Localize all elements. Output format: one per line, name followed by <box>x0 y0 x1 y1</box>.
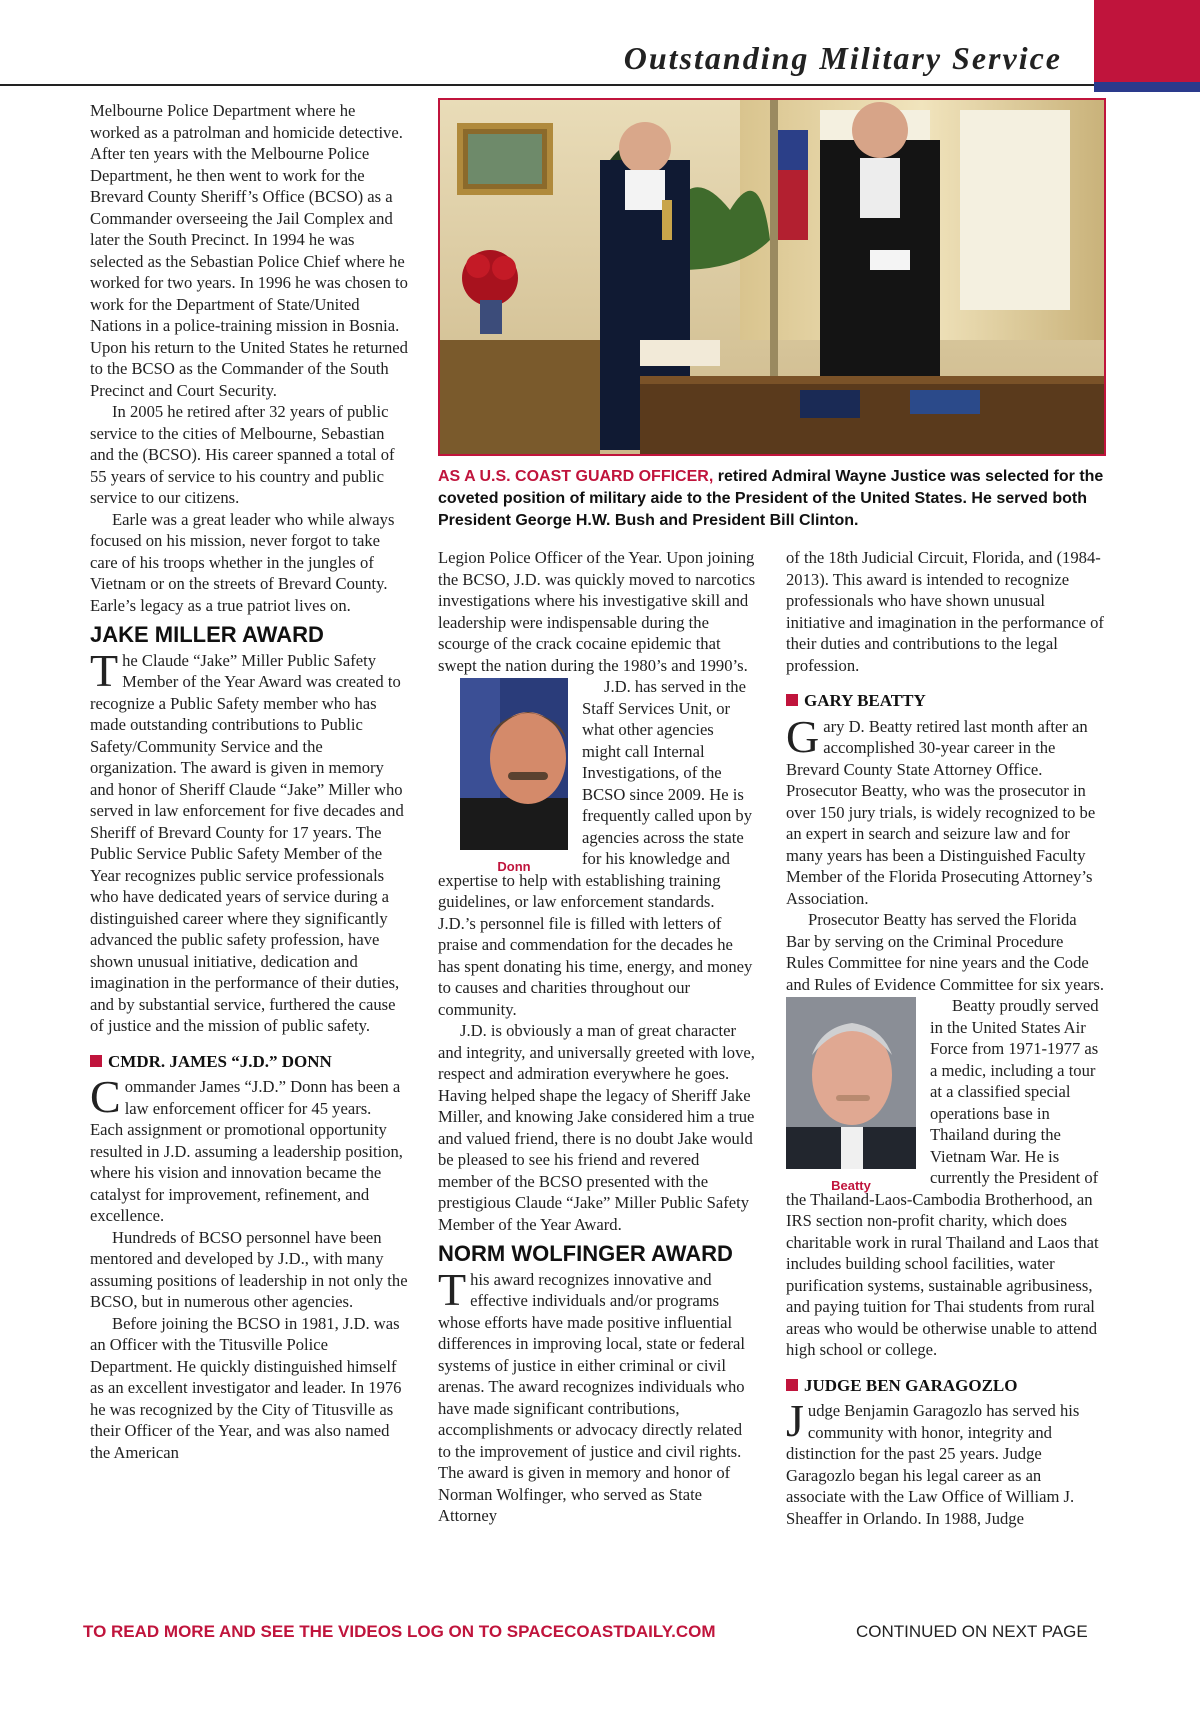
footer-website-link[interactable]: TO READ MORE AND SEE THE VIDEOS LOG ON TO SPACECOASTDAILY.COM <box>83 1622 716 1641</box>
heading-text: CMDR. JAMES “J.D.” DONN <box>108 1051 332 1071</box>
bullet-square-icon <box>786 694 798 706</box>
paragraph-text: his award recognizes innovative and effective individuals and/or programs whose efforts have made positive influential differences in improving local, state or federal systems of justice in either criminal or civil arenas. The award recognizes individuals who have made significant contributions, accomplishments or advocacy directly related to the improvement of justice and civil rights. The award is given in memory and honor of Norman Wolfinger, who served as State Attorney <box>438 1269 746 1525</box>
paragraph: Earle was a great leader who while always focused on his mission, never forgot to take care of his troops whether in the jungles of Vietnam or on the streets of Brevard County. Earle’s legacy as a true patriot lives on. <box>90 509 395 615</box>
paragraph <box>90 1071 408 1227</box>
paragraph-text: ommander James “J.D.” Donn has been a law enforcement officer for 45 years. Each assignment or promotional opportunity resulted in J.D. assuming a leadership position, where his vision and innovation became the catalyst for improvement, refinement, and excellence. <box>90 1077 403 1225</box>
heading-text: GARY BEATTY <box>804 691 926 710</box>
paragraph <box>90 644 408 1037</box>
paragraph <box>786 710 1104 910</box>
paragraph <box>438 676 756 1020</box>
oval-office-photo <box>438 98 1106 456</box>
paragraph-text: Beatty proudly served in the United States Air Force from 1971-1977 as a medic, including a tour at a classified special operations base in Thailand during the Vietnam War. He is currently the President of the Thailand-Laos-Cambodia Brotherhood, an IRS section non-profit charity, which does charitable work in rural Thailand and Laos that includes building school facilities, water purification systems, sustainable agribusiness, and paying tuition for Thai students from rural areas who would be otherwise unable to attend high school or college. <box>786 996 1099 1359</box>
paragraph: In 2005 he retired after 32 years of public service to the cities of Melbourne, Sebastian and the (BCSO). His career spanned a total of 55 years of service to his country and public service to our citizens. <box>90 402 395 507</box>
drop-cap: T <box>90 644 119 696</box>
paragraph-text: ary D. Beatty retired last month after an accomplished 30-year career in the Brevard County State Attorney Office. Prosecutor Beatty, who was the prosecutor in over 150 jury trials, is widely recognized to be an expert in search and seizure law and for many years has been a Distinguished Faculty Member of the Florida Prosecuting Attorney’s Association. <box>786 716 1096 908</box>
paragraph <box>786 1395 1104 1529</box>
footer-continued: CONTINUED ON NEXT PAGE <box>856 1622 1088 1641</box>
header-red-block <box>1094 0 1200 82</box>
paragraph: Prosecutor Beatty has served the Florida Bar by serving on the Criminal Procedure Rules Committee for nine years and the Code and Rules of Evidence Committee for six years. <box>786 910 1104 994</box>
column-3 <box>786 547 1104 1529</box>
section-title: Outstanding Military Service <box>623 40 1062 76</box>
paragraph: Melbourne Police Department where he worked as a patrolman and homicide detective. After ten years with the Melbourne Police Department, he then went to work for the Brevard County Sheriff’s Office (BCSO) as a Commander overseeing the Jail Complex and later the South Precinct. In 1994 he was selected as the Sebastian Police Chief where he worked for two years. In 1996 he was chosen to work for the Department of State/United Nations in a police-training mission in Bosnia. Upon his return to the United States he returned to the BCSO as the Commander of the South Precinct and Court Security. <box>90 101 408 400</box>
paragraph <box>438 1263 756 1527</box>
caption-lead: AS A U.S. COAST GUARD OFFICER, <box>438 468 714 485</box>
drop-cap: C <box>90 1071 121 1122</box>
beatty-caption: Beatty <box>831 1178 871 1193</box>
drop-cap: T <box>438 1263 467 1315</box>
norm-wolfinger-award-heading: NORM WOLFINGER AWARD <box>438 1241 733 1266</box>
paragraph-text: J.D. has served in the Staff Services Unit, or what other agencies might call Internal Investigations, of the BCSO since 2009. He is frequently called upon by agencies across the state for his knowledge and expertise to help with establishing training guidelines, or law enforcement standards. J.D.’s personnel file is filled with letters of praise and commendation for the decades he has spent donating his time, energy, and money to causes and charities throughout our community. <box>438 677 753 1019</box>
beatty-portrait <box>786 997 916 1193</box>
paragraph: of the 18th Judicial Circuit, Florida, and (1984-2013). This award is intended to recognize professionals who have shown unusual initiative and imagination in the performance of their duties and contributions to the legal profession. <box>786 548 1104 675</box>
paragraph <box>786 995 1104 1361</box>
column-1 <box>90 100 408 1463</box>
paragraph-text: he Claude “Jake” Miller Public Safety Member of the Year Award was created to recognize a Public Safety member who has made outstanding contributions to Public Safety/Community Service and the organization. The award is given in memory and honor of Sheriff Claude “Jake” Miller who served in law enforcement for five decades and Sheriff of Brevard County for 17 years. The Public Service Public Safety Member of the Year recognizes public service professionals who have dedicated years of service during a distinguished career where they significantly advanced the public safety profession, have shown unusual initiative, dedication and imagination in the performance of their duties, and by substantial service, furthered the cause of justice and the mission of public safety. <box>90 650 404 1035</box>
paragraph: J.D. is obviously a man of great character and integrity, and universally greeted with love, respect and admiration everywhere he goes. Having helped shape the legacy of Sheriff Jake Miller, and knowing Jake considered him a true and valued friend, there is no doubt Jake would be pleased to see his friend and revered member of the BCSO presented with the prestigious Claude “Jake” Miller Public Safety Member of the Year Award. <box>438 1021 755 1234</box>
drop-cap: G <box>786 710 820 762</box>
drop-cap: J <box>786 1395 804 1446</box>
header-blue-bar <box>1094 82 1200 92</box>
column-2 <box>438 547 756 1527</box>
jake-miller-award-heading: JAKE MILLER AWARD <box>90 622 324 647</box>
bullet-square-icon <box>90 1055 102 1067</box>
donn-heading <box>90 1051 408 1073</box>
photo-caption <box>438 466 1114 532</box>
heading-text: JUDGE BEN GARAGOZLO <box>804 1375 1018 1395</box>
donn-portrait <box>438 678 568 874</box>
paragraph: Before joining the BCSO in 1981, J.D. was an Officer with the Titusville Police Department. He quickly distinguished himself as an excellent investigator and leader. In 1976 he was recognized by the City of Titusville as their Officer of the Year, and was also named the American <box>90 1313 402 1462</box>
garagozlo-heading <box>786 1375 1104 1397</box>
header-rule <box>0 84 1094 86</box>
bullet-square-icon <box>786 1379 798 1391</box>
beatty-heading <box>786 690 1104 712</box>
paragraph: Legion Police Officer of the Year. Upon joining the BCSO, J.D. was quickly moved to narcotics investigations where his investigative skill and leadership were indispensable during the scourge of the crack cocaine epidemic that swept the nation during the 1980’s and 1990’s. <box>438 548 756 675</box>
paragraph-text: udge Benjamin Garagozlo has served his community with honor, integrity and distinction for the past 25 years. Judge Garagozlo began his legal career as an associate with the Law Office of William J. Sheaffer in Orlando. In 1988, Judge <box>786 1401 1080 1528</box>
donn-caption: Donn <box>497 859 531 874</box>
caption-text: retired Admiral Wayne Justice was selected for the coveted position of military aide to the President of the United States. He served both President George H.W. Bush and President Bill Clinton. <box>438 468 1104 529</box>
paragraph: Hundreds of BCSO personnel have been mentored and developed by J.D., with many assuming positions of leadership in not only the BCSO, but in numerous other agencies. <box>90 1227 408 1311</box>
